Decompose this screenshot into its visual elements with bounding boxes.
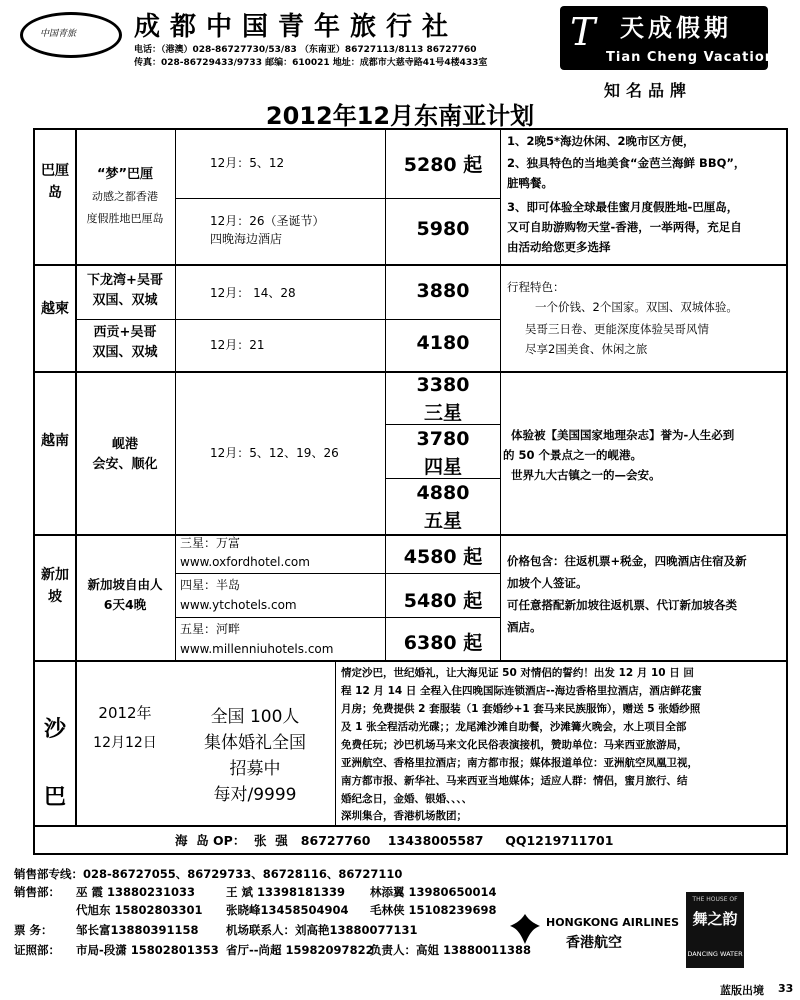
dancing-water-en: DANCING WATER [687, 950, 743, 958]
sales-contact-5: 张晓峰13458504904 [226, 903, 349, 917]
region-vietnam: 越南 [41, 433, 69, 449]
singapore-product-2: 6天4晚 [103, 597, 147, 612]
sabah-desc-6: 亚洲航空、香格里拉酒店；南方都市报；媒体报道单位：亚洲航空凤凰卫视， [341, 757, 698, 769]
divider-vietnam [35, 534, 786, 536]
region-singapore: 新加坡 [41, 567, 69, 605]
col-line-sg-product [175, 534, 176, 660]
brand-name-cn: 天成假期 [620, 14, 732, 42]
sales-contact-1: 巫 霞 13880231033 [76, 885, 196, 899]
singapore-web-2: www.ytchotels.com [180, 598, 297, 612]
page-label: 蓝版出境 [720, 984, 764, 997]
sabah-date: 12月12日 [93, 735, 157, 751]
yuedong-date-1: 12月： 14、28 [210, 286, 296, 300]
vietnam-star-2: 四星 [423, 456, 462, 478]
col-line-price [500, 130, 501, 660]
airline-name-cn: 香港航空 [566, 935, 622, 951]
col-line-sabah-promo [335, 660, 336, 825]
sabah-desc-4: 及 1 张全程活动光碟；；龙尾滩沙滩自助餐，沙滩篝火晚会，水上项目全部 [341, 721, 687, 733]
visa-label: 证照部： [14, 943, 60, 957]
airport-contact: 机场联系人：刘高艳13880077131 [226, 923, 418, 937]
hongkong-airlines-logo-icon [508, 912, 542, 946]
bali-product-sub2: 度假胜地巴厘岛 [86, 212, 164, 225]
sabah-desc-8: 婚纪念日，金婚、银婚、、、、 [341, 793, 473, 805]
divider-bali [35, 264, 786, 266]
singapore-web-3: www.millenniuhotels.com [180, 642, 334, 656]
singapore-note-1: 价格包含：往返机票+税金，四晚酒店住宿及新 [507, 554, 747, 568]
bali-price-2: 5980 [416, 218, 470, 240]
ticket-contact: 邹长富13880391158 [76, 923, 199, 937]
vietnam-star-1: 三星 [423, 402, 462, 424]
region-sabah: 沙巴 [43, 717, 66, 810]
airline-name-en: HONGKONG AIRLINES [546, 916, 680, 929]
singapore-web-1: www.oxfordhotel.com [180, 555, 310, 569]
famous-brand-label: 知名品牌 [604, 81, 693, 100]
singapore-product-1: 新加坡自由人 [87, 577, 163, 592]
bali-date-1: 12月：5、12 [210, 156, 285, 170]
singapore-note-3: 可任意搭配新加坡往返机票、代订新加坡各类 [507, 598, 737, 612]
row-line-sg-3 [175, 617, 500, 618]
sales-contact-4: 代旭东 15802803301 [76, 903, 203, 917]
bali-date-2b: 四晚海边酒店 [210, 232, 283, 246]
vietnam-price-1: 3380 [416, 374, 470, 396]
row-line-sg-2 [175, 573, 500, 574]
vietnam-dates: 12月：5、12、19、26 [210, 446, 339, 460]
yuedong-note-3: 吴哥三日卷、更能深度体验吴哥风情 [525, 322, 709, 336]
dancing-water-sub: THE HOUSE OF [692, 896, 738, 903]
col-line-date [385, 130, 386, 660]
sabah-promo-4: 每对/9999 [213, 785, 297, 805]
singapore-hotel-3: 五星：河畔 [180, 622, 241, 636]
vietnam-note-1: 体验被【美国国家地理杂志】誉为-人生必到 [511, 428, 735, 442]
sabah-desc-3: 月房；免费提供 2 套服装（1 套婚纱+1 套马来民族服饰），赠送 5 张婚纱照 [341, 703, 701, 715]
sabah-desc-9: 深圳集合，香港机场散团； [341, 810, 467, 822]
singapore-price-1: 4580 起 [403, 546, 483, 568]
vietnam-price-2: 3780 [416, 428, 470, 450]
singapore-hotel-2: 四星：半岛 [180, 578, 241, 592]
vietnam-route-1: 岘港 [111, 437, 138, 452]
sabah-year: 2012年 [98, 704, 152, 722]
ticket-label: 票 务： [14, 923, 53, 937]
vietnam-note-2: 的 50 个景点之一的岘港。 [503, 448, 643, 462]
brand-logo-letter: T [570, 10, 596, 54]
dancing-water-cn: 舞之韵 [692, 910, 738, 928]
region-bali: 巴厘岛 [41, 163, 69, 201]
visa-contact-3: 负责人：高姐 13880011388 [370, 943, 532, 957]
sabah-desc-5: 免费任玩；沙巴机场马来文化民俗表演接机，赞助单位：马来西亚旅游局， [341, 739, 688, 751]
yuedong-route-1a: 下龙湾+吴哥 [87, 273, 163, 288]
bali-date-2a: 12月：26（圣诞节） [210, 214, 325, 228]
sales-contact-6: 毛林侠 15108239698 [370, 903, 497, 917]
region-yuedong: 越柬 [41, 301, 69, 317]
sabah-promo-2: 集体婚礼全国 [204, 733, 306, 753]
row-line-yuedong-2 [75, 319, 500, 320]
divider-singapore [35, 660, 786, 662]
sabah-desc-1: 情定沙巴，世纪婚礼，让大海见证 50 对情侣的誓约！出发 12 月 10 日 回 [341, 667, 694, 679]
visa-contact-2: 省厅--尚超 15982097822 [226, 943, 374, 957]
vietnam-note-3: 世界九大古镇之一的—会安。 [511, 468, 661, 482]
bali-price-1: 5280 起 [403, 154, 483, 176]
sales-contact-3: 林添翼 13980650014 [370, 885, 497, 899]
company-name: 成都中国青年旅行社 [134, 12, 459, 42]
yuedong-price-1: 3880 [416, 280, 470, 302]
bali-note-2: 2、独具特色的当地美食“金芭兰海鲜 BBQ”， [507, 156, 746, 170]
yuedong-note-2: 一个价钱、2个国家。双国、双城体验。 [535, 300, 738, 314]
yuedong-route-2a: 西贡+吴哥 [93, 325, 157, 340]
bali-note-1: 1、2晚5*海边休闲、2晚市区方便， [507, 134, 695, 148]
company-phone-line: 电话：（港澳）028-86727730/53/83 （东南亚）86727113/8113 86727760 [134, 45, 477, 55]
company-logo-mark: 中国青旅 [40, 29, 77, 39]
sabah-desc-7: 南方都市报、新华社、马来西亚当地媒体；适应人群：情侣，蜜月旅行、结 [341, 775, 688, 787]
brand-name-en: Tian Cheng Vacation [606, 50, 776, 65]
singapore-hotel-1: 三星：万富 [180, 536, 241, 550]
row-line-bali-2 [175, 198, 500, 199]
bali-note-5: 又可自助游购物天堂-香港，一举两得，充足自 [507, 220, 742, 234]
bali-note-4: 3、即可体验全球最佳蜜月度假胜地-巴厘岛， [507, 200, 739, 214]
tour-table [33, 128, 788, 855]
visa-contact-1: 市局-段潇 15802801353 [76, 943, 219, 957]
singapore-note-4: 酒店。 [507, 620, 542, 634]
sabah-promo-3: 招募中 [229, 759, 281, 779]
bali-product-title: “梦”巴厘 [96, 167, 154, 182]
sabah-promo-1: 全国 100人 [210, 707, 300, 727]
yuedong-date-2: 12月：21 [210, 338, 265, 352]
bali-note-3: 脏鸭餐。 [507, 176, 553, 190]
yuedong-price-2: 4180 [416, 332, 470, 354]
sabah-desc-2: 程 12 月 14 日 全程入住四晚国际连锁酒店--海边香格里拉酒店，酒店鲜花蜜 [341, 685, 702, 697]
divider-yuedong [35, 371, 786, 373]
bali-note-6: 由活动给您更多选择 [507, 240, 611, 254]
sales-label: 销售部： [14, 885, 60, 899]
vietnam-price-3: 4880 [416, 482, 470, 504]
yuedong-route-1b: 双国、双城 [92, 293, 158, 308]
singapore-price-2: 5480 起 [403, 590, 483, 612]
bali-product-sub1: 动感之都香港 [92, 190, 158, 203]
vietnam-star-3: 五星 [423, 510, 462, 532]
op-contact-line: 海 岛 OP： 张 强 86727760 13438005587 QQ1219711701 [175, 833, 614, 848]
plan-title: 2012年12月东南亚计划 [265, 102, 535, 130]
page-number: 33 [778, 982, 794, 995]
vietnam-route-2: 会安、顺化 [92, 457, 158, 472]
yuedong-note-4: 尽享2国美食、休闲之旅 [525, 342, 648, 356]
company-fax-line: 传真：028-86729433/9733 邮编：610021 地址：成都市大慈寺路41号4楼433室 [134, 58, 488, 68]
singapore-price-3: 6380 起 [403, 632, 483, 654]
yuedong-route-2b: 双国、双城 [92, 345, 158, 360]
yuedong-note-1: 行程特色： [507, 280, 565, 294]
sales-hotline: 销售部专线：028-86727055、86729733、86728116、86727110 [14, 867, 403, 881]
singapore-note-2: 加坡个人签证。 [507, 576, 588, 590]
sales-contact-2: 王 斌 13398181339 [226, 885, 346, 899]
